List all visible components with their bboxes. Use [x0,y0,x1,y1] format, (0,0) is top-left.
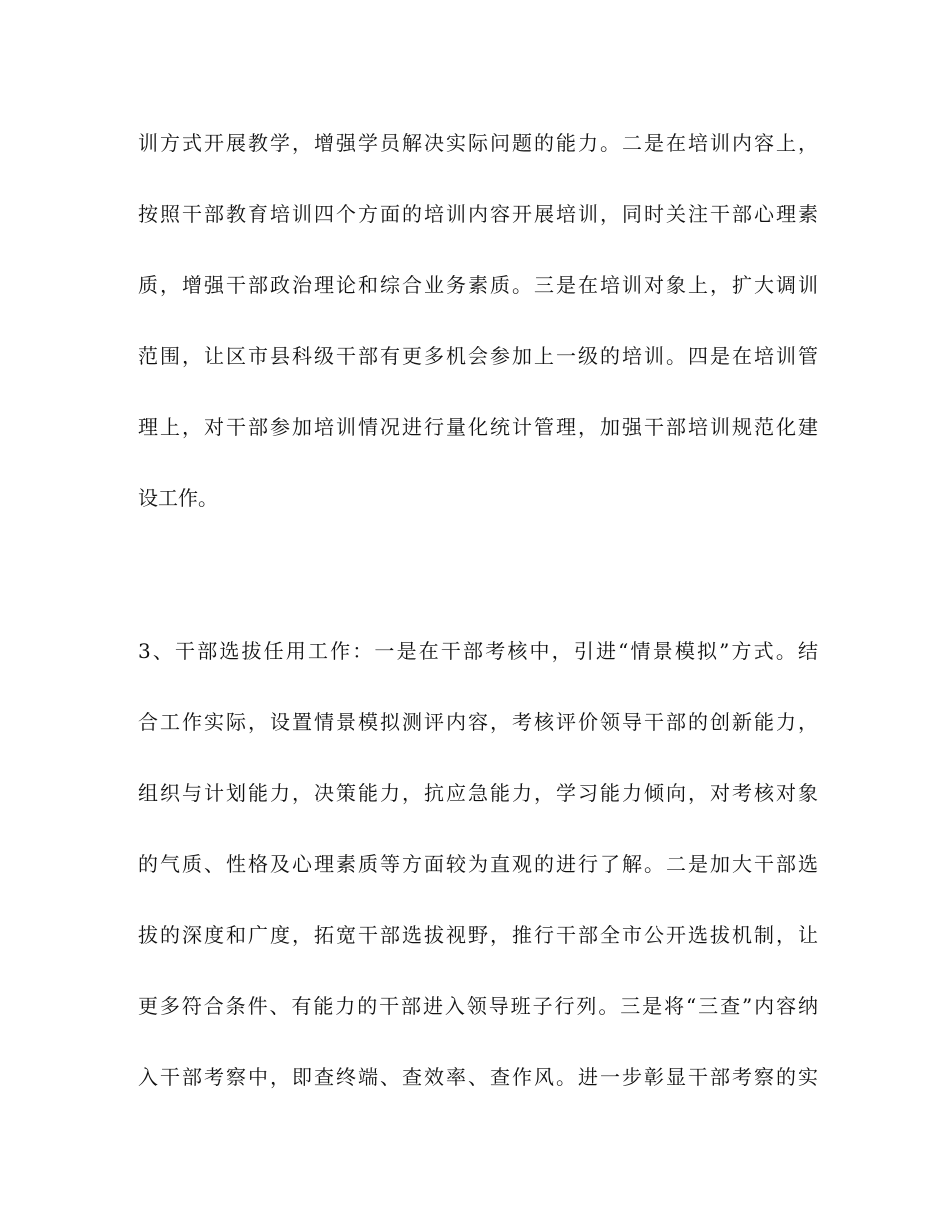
text-line: 设工作。 [138,486,218,510]
text-line: 3、干部选拔任用工作：一是在干部考核中，引进“情景模拟”方式。结 [138,639,818,663]
text-line: 拔的深度和广度，拓宽干部选拔视野，推行干部全市公开选拔机制，让 [138,923,818,947]
text-line: 组织与计划能力，决策能力，抗应急能力，学习能力倾向，对考核对象 [138,781,818,805]
text-line: 合工作实际，设置情景模拟测评内容，考核评价领导干部的创新能力， [138,710,818,734]
text-line: 理上，对干部参加培训情况进行量化统计管理，加强干部培训规范化建 [138,415,818,439]
text-line: 训方式开展教学，增强学员解决实际问题的能力。二是在培训内容上， [138,131,818,155]
text-line: 范围，让区市县科级干部有更多机会参加上一级的培训。四是在培训管 [138,344,818,368]
text-line: 入干部考察中，即查终端、查效率、查作风。进一步彰显干部考察的实 [138,1065,818,1089]
text-line: 质，增强干部政治理论和综合业务素质。三是在培训对象上，扩大调训 [138,273,818,297]
text-line: 按照干部教育培训四个方面的培训内容开展培训，同时关注干部心理素 [138,202,818,226]
text-line: 的气质、性格及心理素质等方面较为直观的进行了解。二是加大干部选 [138,852,818,876]
text-line: 更多符合条件、有能力的干部进入领导班子行列。三是将“三查”内容纳 [138,994,818,1018]
